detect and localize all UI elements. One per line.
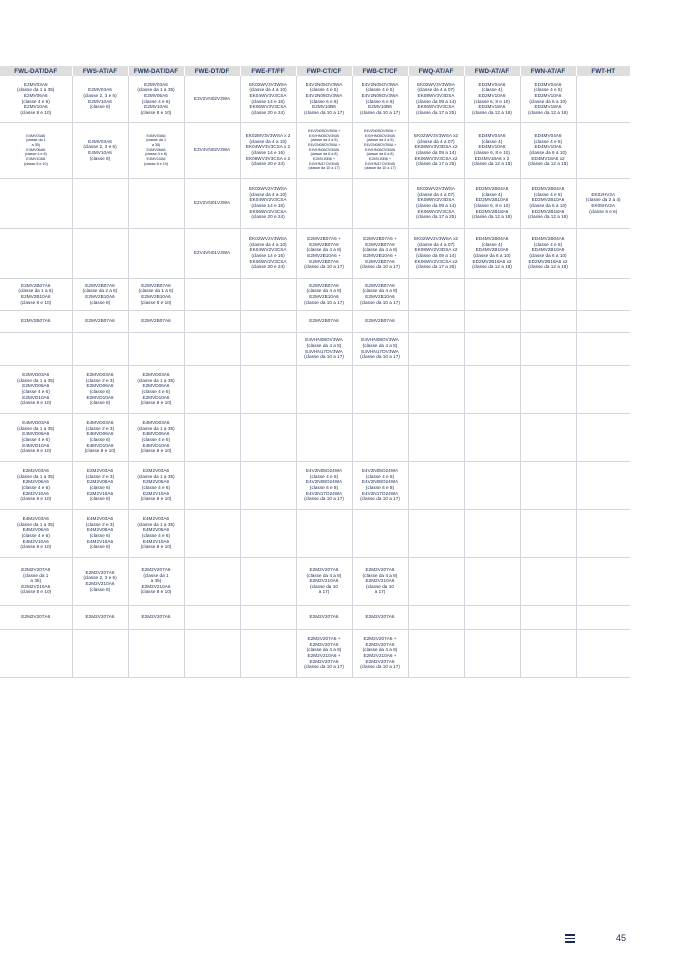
table-cell: ED2MV2B04A6 (classe 4 e 5) ED2MV2B10A6 (classe da 6 a 10) ED2MV2B18A6 (classe da 12 a 18) — [520, 178, 576, 228]
table-cell — [352, 413, 408, 461]
table-cell: E2M2V207A6 + E2M2V207A6 (classe da 4 a 8) E2M2V210A6 + E2M2V207A6 (classe da 10 a 17) — [296, 629, 352, 677]
table-cell — [464, 365, 520, 413]
table-cell — [296, 413, 352, 461]
table-cell — [464, 332, 520, 365]
table-cell: E2M2V207A6 (classe da 1 a 35) E2M2V210A6 (classe 8 e 10) — [128, 557, 184, 605]
table-cell: E2MVD03A6 (classe da 1 a 35) E2MVD06A6 (classe 4 e 6) E2MVD10A6 (classe 8 e 10) — [128, 365, 184, 413]
table-row — [0, 76, 630, 122]
table-cell: ED4MV04A6 (classe 4) ED4MV10A6 (classe 6, 8 e 10) ED4MV18A6 x 2 (classe da 12 a 18) — [464, 122, 520, 178]
table-cell — [464, 461, 520, 509]
table-cell — [464, 509, 520, 557]
table-cell: E2MVD03A6 (classe da 1 a 35) E2MVD06A6 (classe 4 e 6) E2MVD10A6 (classe 8 e 10) — [0, 365, 72, 413]
table-cell: EK02HV2A (classe da 2 a 4) EK05HV2A (classe 5 e 6) — [576, 178, 630, 228]
table-cell: E2M2V207A6 — [0, 605, 72, 629]
table-cell — [520, 629, 576, 677]
table-cell: EK02WV3V3WSA x2 (classe da 4 a 07) EK08WV3V3DSA x2 (classe da 09 a 14) EK06WV3V3CSA x2 (classe da 17 a 25) — [408, 122, 464, 178]
table-cell — [464, 278, 520, 310]
table-cell: E2MV2B07A6 — [128, 310, 184, 332]
table-cell: E2M2V207A6 — [72, 605, 128, 629]
table-cell: E2M2V03A6 (classe da 1 a 35) E2M2V06A6 (classe 4 e 6) E2M2V10A6 (classe 8 e 10) — [0, 461, 72, 509]
table-cell — [520, 413, 576, 461]
table-cell: E2M2V207A6 (classe da 1 a 35) E2M2V210A6 (classe 8 e 10) — [0, 557, 72, 605]
table-cell: E2MV2B07A6 + E2MV2B07A6 (classe da 4 a 8) E2MV2B10A6 + E2MV2B07A6 (classe da 10 a 17) — [296, 228, 352, 278]
table-cell — [128, 228, 184, 278]
table-cell — [464, 629, 520, 677]
table-row — [0, 278, 630, 310]
table-cell — [128, 332, 184, 365]
column-header: FWB-CT/CF — [352, 66, 408, 76]
table-cell — [576, 629, 630, 677]
column-header: FWL-DAT/DAF — [0, 66, 72, 76]
hamburger-menu-icon[interactable] — [565, 934, 575, 943]
table-cell: E4M2V03A6 (classe 2 e 3) E4M2V06A6 (classe 6) E4M2V10A6 (classe 8) — [72, 509, 128, 557]
table-cell — [408, 605, 464, 629]
table-cell: E4VHN08OV3WA (classe da 4 a 8) E4VHN17OV3WA (classe da 10 a 17) — [296, 332, 352, 365]
table-cell — [240, 310, 296, 332]
table-cell — [520, 605, 576, 629]
table-cell — [72, 332, 128, 365]
column-header: FWT-HT — [576, 66, 630, 76]
table-cell: E2M2V207A6 (classe da 4 a 8) E2M2V210A6 (classe da 10 a 17) — [296, 557, 352, 605]
table-cell: E2MVD03A6 (classe 2 e 3) E2MVD06A6 (classe 6) E2MVD10A6 (classe 8) — [72, 365, 128, 413]
table-cell: EK02WV3V3WSA (classe da 4 a 10) EK04WV3V3CSA (classe 14 e 16) EK06WV3V3CSA (classe 20 e 24) — [240, 76, 296, 122]
table-cell: E2MV2B07A6 (classe da 1 a 6) E2MV2B10A6 (classe 8 e 10) — [128, 278, 184, 310]
table-cell — [296, 365, 352, 413]
table-cell — [576, 332, 630, 365]
table-cell: E2M2V207A6 — [296, 605, 352, 629]
table-cell — [408, 461, 464, 509]
table-cell — [408, 310, 464, 332]
table-cell — [520, 557, 576, 605]
table-cell — [296, 509, 352, 557]
table-cell — [184, 365, 240, 413]
table-row — [0, 228, 630, 278]
table-row — [0, 413, 630, 461]
table-row — [0, 629, 630, 677]
table-cell — [240, 605, 296, 629]
table-cell — [184, 461, 240, 509]
table-cell: E2MV2B07A6 — [72, 310, 128, 332]
column-header: FWM-DAT/DAF — [128, 66, 184, 76]
table-cell: E2MV2B07A6 (classe da 2 a 6) E2MV2B10A6 (classe 8) — [72, 278, 128, 310]
table-cell — [184, 557, 240, 605]
table-cell — [576, 461, 630, 509]
table-cell — [240, 365, 296, 413]
table-cell — [352, 178, 408, 228]
table-cell — [352, 365, 408, 413]
column-header: FWQ-AT/AF — [408, 66, 464, 76]
table-body — [0, 76, 630, 677]
table-cell — [72, 178, 128, 228]
table-cell — [0, 228, 72, 278]
table-cell: E4V2N05OV3WA (classe 4 e 5) E4V2N08OV3WA (classe 6 e 8) E2MV10B6 (classe da 10 a 17) — [352, 76, 408, 122]
table-cell — [408, 557, 464, 605]
column-header: FWP-CT/CF — [296, 66, 352, 76]
table-cell — [576, 413, 630, 461]
table-cell: EK02MV3V3WSA x 2 (classe da 4 a 10) EK04WV3V3CSA x 2 (classe 14 e 16) EK06WV3V3CSA x 2 (classe 20 e 24) — [240, 122, 296, 178]
table-cell — [184, 310, 240, 332]
table-cell — [464, 310, 520, 332]
table-cell — [128, 178, 184, 228]
column-header: FWE-FT/FF — [240, 66, 296, 76]
table-header-row — [0, 66, 630, 76]
table-cell: EK02WV2V3WSA x2 (classe da 4 a 07) EK08WV2V3DSA x2 (classe da 09 a 14) EK06WV2V3CSA x2 (classe da 17 a 25) — [408, 228, 464, 278]
table-cell: E3V2VN02V3WA — [184, 76, 240, 122]
column-header: FWE-DT/DF — [184, 66, 240, 76]
table-cell — [240, 278, 296, 310]
table-cell: ED2MV04A6 (classe 4) ED2MV10A6 (classe 6, 8 e 10) ED2MV18A6 (classe da 12 a 18) — [464, 76, 520, 122]
table-cell — [576, 228, 630, 278]
table-cell — [240, 557, 296, 605]
column-header: FWN-AT/AF — [520, 66, 576, 76]
table-cell: ED2MV2B04A6 (classe 4) ED2MV2B10A6 (classe 6, 8 e 10) ED2MV2B18A6 (classe da 12 a 18) — [464, 178, 520, 228]
table-cell: E2MV03A6 (classe da 1 a 35) E2MV06A6 (classe 4 e 6) E2MV10A6 (classe 8 e 10) — [128, 76, 184, 122]
table-cell — [520, 461, 576, 509]
table-cell — [240, 629, 296, 677]
table-cell — [464, 413, 520, 461]
table-cell: E2MV2B07A6 — [352, 310, 408, 332]
table-cell: E4MVD03A6 (classe da 1 a 35) E4MVD06A6 (classe 4 e 6) E4MVD10A6 (classe 8 e 10) — [0, 413, 72, 461]
table-cell — [520, 278, 576, 310]
table-cell: E4M2V03A6 (classe da 1 a 35) E4M2V06A6 (classe 4 e 6) E4M2V10A6 (classe 8 e 10) — [0, 509, 72, 557]
table-cell: ED4MV04A6 (classe 4 e 5) ED4MV10A6 (classe da 6 a 10) ED4MV18A6 x2 (classe da 12 a 18) — [520, 122, 576, 178]
table-cell — [0, 178, 72, 228]
table-cell: E2MV2B07A6 — [0, 310, 72, 332]
table-cell: E2M2V207A6 — [352, 605, 408, 629]
table-cell — [408, 278, 464, 310]
table-cell — [184, 278, 240, 310]
table-cell — [128, 629, 184, 677]
table-cell — [464, 605, 520, 629]
table-cell: E3V4VN02V3WA — [184, 122, 240, 178]
table-cell: E2M2V207A6 + E2M2V207A6 (classe da 4 a 8) E2M2V210A6 + E2M2V207A6 (classe da 10 a 17) — [352, 629, 408, 677]
table-cell: ED4MV2B04A6 (classe 4 e 5) ED4MV2B10A6 (classe da 6 a 10) ED2MV2B18A6 x2 (classe da 12 a 18) — [520, 228, 576, 278]
table-cell — [576, 509, 630, 557]
table-cell: EK02WV2V3WSA (classe da 4 a 10) EK04WV2V3CSA (classe 14 e 16) EK06WV2V3CSA (classe 20 e 24) — [240, 178, 296, 228]
table-cell — [576, 76, 630, 122]
table-cell: E4MVD03A6 (classe da 1 a 35) E4MVD06A6 (classe 4 e 6) E4MVD10A6 (classe 8 e 10) — [128, 413, 184, 461]
table-cell — [576, 605, 630, 629]
table-cell — [520, 310, 576, 332]
table-cell: E4M2V03A6 (classe da 1 a 35) E4M2V06A6 (classe 4 e 6) E4M2V10A6 (classe 8 e 10) — [128, 509, 184, 557]
table-cell — [0, 332, 72, 365]
table-cell: EK02WV2V3WSA (classe da 4 a 07) EK08WV2V3DSA (classe da 09 a 14) EK06WV2V3CSA (classe da 17 a 25) — [408, 178, 464, 228]
table-cell — [72, 228, 128, 278]
table-cell: E4MV03A6 (classe 2, 3 e 6) E4MV10A6 (classe 8) — [72, 122, 128, 178]
table-cell — [576, 557, 630, 605]
table-cell — [520, 509, 576, 557]
table-cell — [408, 365, 464, 413]
table-cell: E4V2N05O24WA (classe 4 e 5) E4V2N08O24WA (classe 6 e 8) E4V2N17O24WA (classe da 10 a 17) — [352, 461, 408, 509]
table-row — [0, 557, 630, 605]
table-cell — [576, 365, 630, 413]
table-cell: E4V2N05O24WA (classe 4 e 5) E4V2N08O24WA (classe 6 e 8) E4V2N17O24WA (classe da 10 a 17) — [296, 461, 352, 509]
table-cell: E2MV2B07A6 — [296, 310, 352, 332]
table-cell — [184, 629, 240, 677]
table-row — [0, 605, 630, 629]
table-row — [0, 332, 630, 365]
table-cell: E4MV03A6 (classe da 1 a 35) E4MV06A6 (classe 4 e 6) E4MV10A6 (classe 8 e 10) — [128, 122, 184, 178]
table-row — [0, 509, 630, 557]
table-cell: ED4MV2B04A6 (classe 4) ED4MV2B10A6 (classe da 6 a 10) ED2MV2B18A6 x2 (classe da 12 a 18) — [464, 228, 520, 278]
table-cell: E4MV03A6 (classe da 1 a 35) E4MV06A6 (classe 4 e 6) E4MV10A6 (classe 8 e 10) — [0, 122, 72, 178]
table-cell: E4V2N05OV3WA (classe 4 e 5) E4V2N08OV3WA (classe 6 e 8) E2MV10B6 (classe da 10 a 17) — [296, 76, 352, 122]
table-cell: EK02WV3V3WSA (classe da 4 a 07) EK08WV3V3DSA (classe da 09 a 14) EK06WV3V3CSA (classe da 17 a 25) — [408, 76, 464, 122]
table-cell — [520, 332, 576, 365]
table-cell — [408, 629, 464, 677]
table-cell — [184, 605, 240, 629]
table-cell: E2M2V03A6 (classe da 1 a 35) E2M2V06A6 (classe 4 e 6) E2M2V10A6 (classe 8 e 10) — [128, 461, 184, 509]
table-cell — [184, 413, 240, 461]
table-cell: E2M2V207A6 (classe 2, 3 e 6) E2M2V210A6 (classe 8) — [72, 557, 128, 605]
table-row — [0, 122, 630, 178]
table-cell: E2V4VN01V3WA — [184, 228, 240, 278]
table-cell — [576, 122, 630, 178]
table-cell — [240, 332, 296, 365]
table-cell — [408, 332, 464, 365]
table-cell — [240, 461, 296, 509]
table-cell: E2V2VN01V3WA — [184, 178, 240, 228]
table-cell: E2MV2B07A6 (classe da 4 a 8) E2MV2B10A6 (classe da 10 a 17) — [296, 278, 352, 310]
compatibility-table — [0, 66, 630, 678]
table-cell: E2MV2B07A6 (classe da 1 a 6) E2MV2B10A6 (classe 8 e 10) — [0, 278, 72, 310]
table-cell: E2M2V03A6 (classe 2 e 3) E2M2V06A6 (classe 6) E2M2V10A6 (classe 8) — [72, 461, 128, 509]
table-cell: E2M2V207A6 (classe da 4 a 8) E2M2V210A6 (classe da 10 a 17) — [352, 557, 408, 605]
table-cell — [240, 509, 296, 557]
table-cell: E4MVD03A6 (classe 2 e 3) E4MVD06A6 (classe 6) E4MVD10A6 (classe 8 e 10) — [72, 413, 128, 461]
table-row — [0, 310, 630, 332]
table-cell — [408, 413, 464, 461]
table-cell: E2MV03A6 (classe 2, 3 e 6) E2MV10A6 (classe 8) — [72, 76, 128, 122]
table-cell — [72, 629, 128, 677]
table-cell: E2MV2B07A6 (classe da 4 a 8) E2MV2B10A6 (classe da 10 a 17) — [352, 278, 408, 310]
table-cell: E4VHN08OV3WA (classe da 4 a 8) E4VHN17OV3WA (classe da 10 a 17) — [352, 332, 408, 365]
table-cell — [352, 509, 408, 557]
table-row — [0, 461, 630, 509]
table-cell: EK02WV2V3WSA (classe da 4 a 10) EK04WV2V3CSA (classe 14 e 16) EK06WV2V3CSA (classe 20 e 24) — [240, 228, 296, 278]
table-cell — [576, 278, 630, 310]
table-cell: E2MV2B07A6 + E2MV2B07A6 (classe da 4 a 8) E2MV2B10A6 + E2MV2B07A6 (classe da 10 a 17) — [352, 228, 408, 278]
table-cell — [240, 413, 296, 461]
table-cell: ED2MV04A6 (classe 4 e 5) ED2MV10A6 (classe da 6 a 10) ED2MV18A6 (classe da 12 a 18) — [520, 76, 576, 122]
table-cell — [0, 629, 72, 677]
table-cell — [464, 557, 520, 605]
table-row — [0, 365, 630, 413]
table-cell — [576, 310, 630, 332]
table-cell: E2M2V207A6 — [128, 605, 184, 629]
table-cell: E4V2N05OV3WA + E4VHN08OV3WA (classe da 4 a 5) E4V2N08OV3WA + E4VHN08OV3WA (classe da 6 a 8) E2MV10B6 + E4VHN17OV3WA (classe da 10 a 17) — [352, 122, 408, 178]
table-cell — [184, 509, 240, 557]
page-number: 45 — [616, 933, 627, 943]
table-cell — [296, 178, 352, 228]
table-cell — [520, 365, 576, 413]
table-cell — [184, 332, 240, 365]
table-cell: E2MV03A6 (classe da 1 a 35) E2MV06A6 (classe 4 e 6) E2MV10A6 (classe 8 e 10) — [0, 76, 72, 122]
table-cell — [408, 509, 464, 557]
column-header: FWD-AT/AF — [464, 66, 520, 76]
table-cell: E4V2N05OV3WA + E4VHN08OV3WA (classe da 4 a 5) E4V2N08OV3WA + E4VHN08OV3WA (classe da 6 a 8) E2MV10B6 + E4VHN17OV3WA (classe da 10 a 17) — [296, 122, 352, 178]
column-header: FWS-AT/AF — [72, 66, 128, 76]
table-row — [0, 178, 630, 228]
